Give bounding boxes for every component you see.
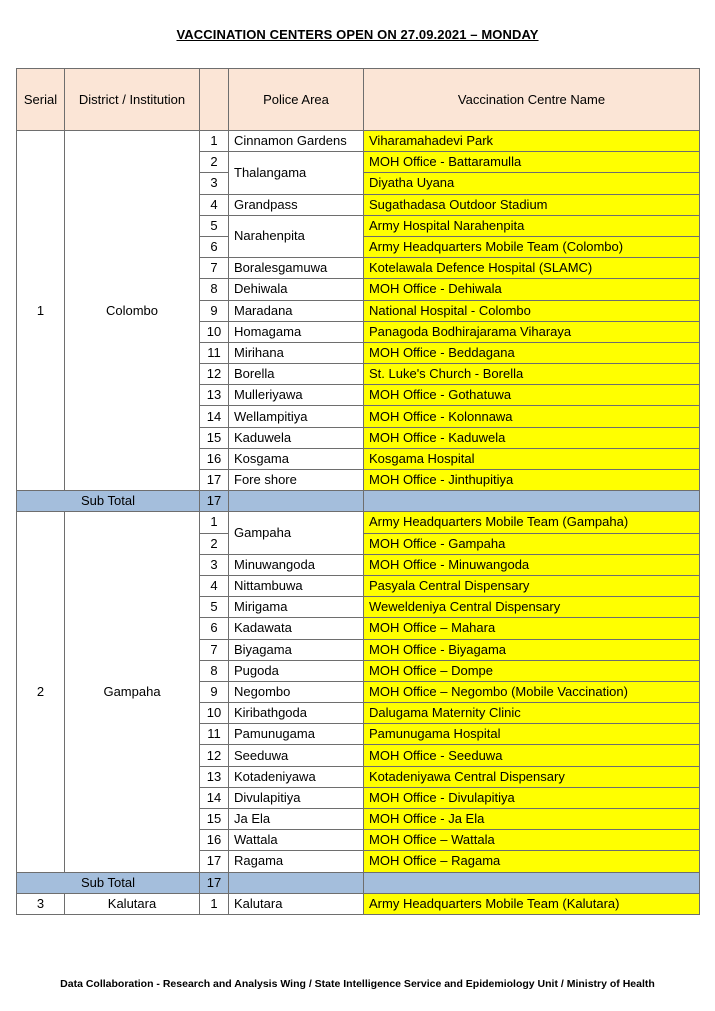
row-number: 3 — [200, 554, 229, 575]
police-area-cell: Gampaha — [229, 512, 364, 554]
serial-cell: 3 — [17, 893, 65, 914]
row-number: 7 — [200, 639, 229, 660]
police-area-cell: Nittambuwa — [229, 575, 364, 596]
row-number: 17 — [200, 470, 229, 491]
header-serial: Serial — [17, 69, 65, 131]
centre-name-cell: Army Hospital Narahenpita — [364, 215, 700, 236]
centre-name-cell: MOH Office – Wattala — [364, 830, 700, 851]
centre-name-cell: MOH Office - Dehiwala — [364, 279, 700, 300]
header-number — [200, 69, 229, 131]
police-area-cell: Kadawata — [229, 618, 364, 639]
row-number: 12 — [200, 364, 229, 385]
row-number: 17 — [200, 851, 229, 872]
centre-name-cell: Diyatha Uyana — [364, 173, 700, 194]
subtotal-label: Sub Total — [17, 491, 200, 512]
header-police-area: Police Area — [229, 69, 364, 131]
table-header — [17, 69, 700, 131]
centre-name-cell: MOH Office - Divulapitiya — [364, 787, 700, 808]
row-number: 4 — [200, 575, 229, 596]
police-area-cell: Ja Ela — [229, 809, 364, 830]
centre-name-cell: MOH Office - Ja Ela — [364, 809, 700, 830]
subtotal-blank — [364, 491, 700, 512]
centre-name-cell: MOH Office – Ragama — [364, 851, 700, 872]
row-number: 7 — [200, 258, 229, 279]
police-area-cell: Homagama — [229, 321, 364, 342]
centre-name-cell: Dalugama Maternity Clinic — [364, 703, 700, 724]
police-area-cell: Negombo — [229, 681, 364, 702]
police-area-cell: Mirihana — [229, 342, 364, 363]
police-area-cell: Thalangama — [229, 152, 364, 194]
row-number: 5 — [200, 597, 229, 618]
row-number: 16 — [200, 448, 229, 469]
subtotal-label: Sub Total — [17, 872, 200, 893]
footer-credit: Data Collaboration - Research and Analysis Wing / State Intelligence Service and Epidemiology Unit / Ministry of Health — [60, 978, 655, 990]
police-area-cell: Mulleriyawa — [229, 385, 364, 406]
centre-name-cell: National Hospital - Colombo — [364, 300, 700, 321]
centre-name-cell: MOH Office - Kaduwela — [364, 427, 700, 448]
row-number: 1 — [200, 893, 229, 914]
table-row — [17, 893, 700, 914]
police-area-cell: Kotadeniyawa — [229, 766, 364, 787]
police-area-cell: Grandpass — [229, 194, 364, 215]
police-area-cell: Biyagama — [229, 639, 364, 660]
centre-name-cell: MOH Office - Seeduwa — [364, 745, 700, 766]
police-area-cell: Kosgama — [229, 448, 364, 469]
subtotal-blank — [364, 872, 700, 893]
police-area-cell: Wellampitiya — [229, 406, 364, 427]
row-number: 15 — [200, 427, 229, 448]
serial-cell: 1 — [17, 131, 65, 491]
centre-name-cell: MOH Office - Battaramulla — [364, 152, 700, 173]
row-number: 9 — [200, 300, 229, 321]
row-number: 6 — [200, 236, 229, 257]
centre-name-cell: MOH Office - Biyagama — [364, 639, 700, 660]
serial-cell: 2 — [17, 512, 65, 872]
row-number: 2 — [200, 533, 229, 554]
header-district: District / Institution — [65, 69, 200, 131]
police-area-cell: Fore shore — [229, 470, 364, 491]
police-area-cell: Borella — [229, 364, 364, 385]
page-title: VACCINATION CENTERS OPEN ON 27.09.2021 – MONDAY — [176, 27, 539, 42]
row-number: 16 — [200, 830, 229, 851]
police-area-cell: Narahenpita — [229, 215, 364, 257]
centre-name-cell: MOH Office - Kolonnawa — [364, 406, 700, 427]
police-area-cell: Maradana — [229, 300, 364, 321]
subtotal-row — [17, 872, 700, 893]
centre-name-cell: St. Luke's Church - Borella — [364, 364, 700, 385]
police-area-cell: Cinnamon Gardens — [229, 131, 364, 152]
row-number: 5 — [200, 215, 229, 236]
row-number: 10 — [200, 703, 229, 724]
district-cell: Gampaha — [65, 512, 200, 872]
centre-name-cell: MOH Office – Dompe — [364, 660, 700, 681]
row-number: 4 — [200, 194, 229, 215]
police-area-cell: Kalutara — [229, 893, 364, 914]
header-centre-name: Vaccination Centre Name — [364, 69, 700, 131]
centre-name-cell: Panagoda Bodhirajarama Viharaya — [364, 321, 700, 342]
police-area-cell: Dehiwala — [229, 279, 364, 300]
subtotal-count: 17 — [200, 872, 229, 893]
row-number: 8 — [200, 279, 229, 300]
table-body — [17, 131, 700, 915]
centre-name-cell: Weweldeniya Central Dispensary — [364, 597, 700, 618]
row-number: 14 — [200, 406, 229, 427]
row-number: 8 — [200, 660, 229, 681]
centre-name-cell: Army Headquarters Mobile Team (Gampaha) — [364, 512, 700, 533]
centre-name-cell: Sugathadasa Outdoor Stadium — [364, 194, 700, 215]
police-area-cell: Pugoda — [229, 660, 364, 681]
centre-name-cell: Army Headquarters Mobile Team (Colombo) — [364, 236, 700, 257]
centre-name-cell: MOH Office - Gampaha — [364, 533, 700, 554]
row-number: 3 — [200, 173, 229, 194]
police-area-cell: Seeduwa — [229, 745, 364, 766]
police-area-cell: Divulapitiya — [229, 787, 364, 808]
centre-name-cell: MOH Office – Mahara — [364, 618, 700, 639]
centre-name-cell: MOH Office - Jinthupitiya — [364, 470, 700, 491]
centre-name-cell: Kotadeniyawa Central Dispensary — [364, 766, 700, 787]
row-number: 1 — [200, 512, 229, 533]
police-area-cell: Mirigama — [229, 597, 364, 618]
police-area-cell: Kiribathgoda — [229, 703, 364, 724]
row-number: 13 — [200, 766, 229, 787]
centre-name-cell: MOH Office - Minuwangoda — [364, 554, 700, 575]
row-number: 1 — [200, 131, 229, 152]
district-cell: Colombo — [65, 131, 200, 491]
subtotal-row — [17, 491, 700, 512]
row-number: 11 — [200, 342, 229, 363]
centre-name-cell: Kosgama Hospital — [364, 448, 700, 469]
row-number: 6 — [200, 618, 229, 639]
police-area-cell: Ragama — [229, 851, 364, 872]
row-number: 14 — [200, 787, 229, 808]
table-row — [17, 512, 700, 533]
subtotal-blank — [229, 491, 364, 512]
centre-name-cell: Pamunugama Hospital — [364, 724, 700, 745]
police-area-cell: Boralesgamuwa — [229, 258, 364, 279]
centre-name-cell: MOH Office – Negombo (Mobile Vaccination) — [364, 681, 700, 702]
table-row — [17, 131, 700, 152]
centre-name-cell: MOH Office - Beddagana — [364, 342, 700, 363]
row-number: 11 — [200, 724, 229, 745]
centre-name-cell: Army Headquarters Mobile Team (Kalutara) — [364, 893, 700, 914]
police-area-cell: Minuwangoda — [229, 554, 364, 575]
district-cell: Kalutara — [65, 893, 200, 914]
police-area-cell: Wattala — [229, 830, 364, 851]
subtotal-blank — [229, 872, 364, 893]
centre-name-cell: Kotelawala Defence Hospital (SLAMC) — [364, 258, 700, 279]
police-area-cell: Pamunugama — [229, 724, 364, 745]
police-area-cell: Kaduwela — [229, 427, 364, 448]
header-row — [17, 69, 700, 131]
row-number: 12 — [200, 745, 229, 766]
centre-name-cell: Viharamahadevi Park — [364, 131, 700, 152]
row-number: 13 — [200, 385, 229, 406]
subtotal-count: 17 — [200, 491, 229, 512]
row-number: 2 — [200, 152, 229, 173]
row-number: 10 — [200, 321, 229, 342]
centre-name-cell: MOH Office - Gothatuwa — [364, 385, 700, 406]
row-number: 9 — [200, 681, 229, 702]
vaccination-centres-table — [16, 68, 700, 915]
centre-name-cell: Pasyala Central Dispensary — [364, 575, 700, 596]
row-number: 15 — [200, 809, 229, 830]
